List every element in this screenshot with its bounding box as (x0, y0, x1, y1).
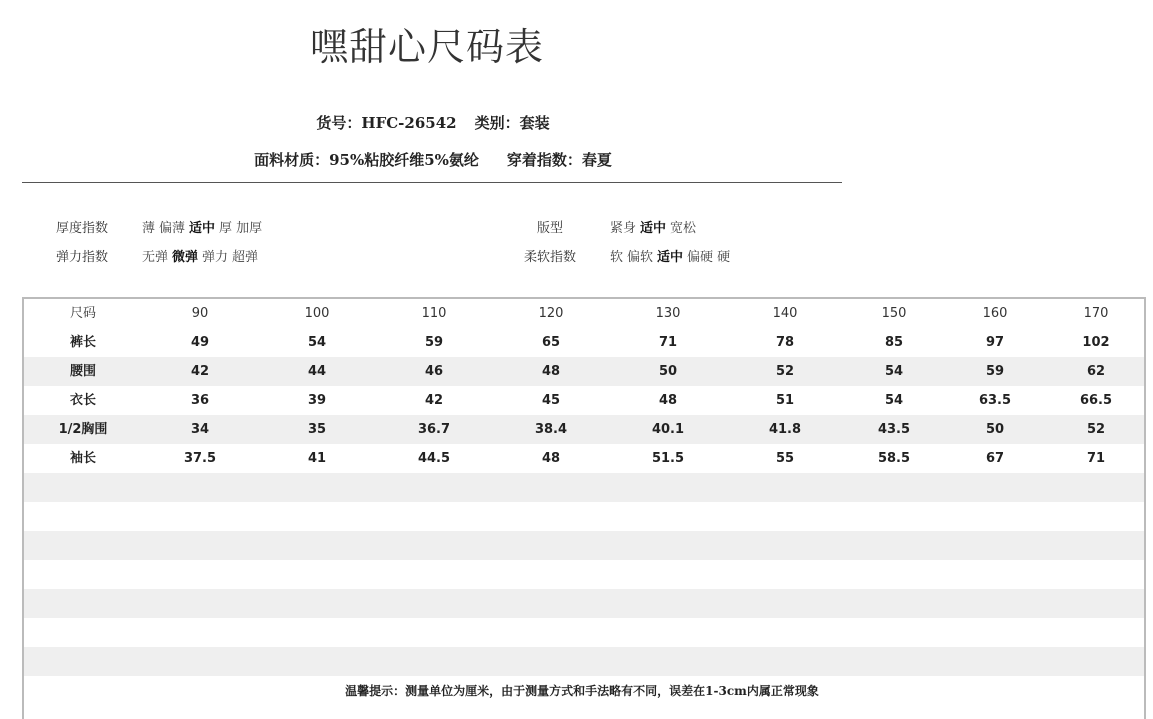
fit-option: 紧身 (610, 221, 637, 236)
empty-row (24, 531, 1144, 560)
table-cell: 71 (1086, 451, 1106, 466)
table-cell: 44 (307, 364, 327, 379)
season-label: 穿着指数： (506, 151, 582, 169)
table-cell: 102 (1082, 335, 1110, 350)
elasticity-label: 弹力指数 (55, 250, 108, 265)
header-cell: 140 (772, 306, 798, 321)
header-cell: 110 (421, 306, 447, 321)
divider (22, 182, 842, 183)
thickness-option: 薄 (142, 221, 156, 236)
table-cell: 66.5 (1079, 393, 1113, 408)
product-info-line-1 (0, 112, 866, 133)
thickness-options (142, 217, 266, 236)
table-cell: 48 (541, 451, 561, 466)
table-cell: 43.5 (877, 422, 911, 437)
empty-row (24, 473, 1144, 502)
elasticity-option: 无弹 (142, 250, 169, 265)
header-cell: 尺码 (69, 306, 97, 321)
table-cell: 37.5 (183, 451, 217, 466)
header-cell: 100 (304, 306, 330, 321)
empty-row (24, 502, 1144, 531)
elasticity-options (142, 246, 262, 265)
table-row (24, 357, 1144, 386)
product-info-line-2 (0, 149, 866, 170)
table-cell: 42 (190, 364, 210, 379)
row-label: 衣长 (69, 393, 97, 408)
table-cell: 48 (658, 393, 678, 408)
material-value: 95%粘胶纤维5%氨纶 (329, 151, 479, 169)
fit-options (610, 217, 700, 236)
row-label: 裤长 (69, 335, 97, 350)
table-cell: 59 (985, 364, 1005, 379)
table-cell: 54 (884, 393, 904, 408)
softness-option: 偏硬 (687, 250, 714, 265)
thickness-label: 厚度指数 (55, 221, 108, 236)
footer-note: 温馨提示：测量单位为厘米，由于测量方式和手法略有不同，误差在1-3cm内属正常现象 (345, 684, 819, 698)
thickness-option: 厚 (219, 221, 233, 236)
category-label: 类别： (474, 114, 520, 132)
softness-options (610, 246, 734, 265)
table-row (24, 444, 1144, 473)
softness-option-selected: 适中 (657, 250, 684, 265)
category-value: 套装 (519, 114, 550, 132)
header-cell: 120 (538, 306, 564, 321)
table-cell: 51 (775, 393, 795, 408)
softness-option: 硬 (717, 250, 731, 265)
softness-option: 偏软 (627, 250, 654, 265)
softness-label: 柔软指数 (523, 250, 576, 265)
table-cell: 65 (541, 335, 561, 350)
table-cell: 41.8 (768, 422, 802, 437)
table-cell: 97 (985, 335, 1005, 350)
fit-option-selected: 适中 (640, 221, 667, 236)
row-label: 1/2胸围 (58, 422, 108, 437)
header-cell: 90 (191, 306, 209, 321)
material-label: 面料材质： (254, 151, 330, 169)
elasticity-option: 弹力 (202, 250, 229, 265)
table-row (24, 386, 1144, 415)
table-cell: 49 (190, 335, 210, 350)
table-cell: 52 (1086, 422, 1106, 437)
table-cell: 36 (190, 393, 210, 408)
thickness-option: 偏薄 (159, 221, 186, 236)
table-cell: 63.5 (978, 393, 1012, 408)
header-cell: 160 (982, 306, 1008, 321)
table-cell: 36.7 (417, 422, 451, 437)
table-cell: 44.5 (417, 451, 451, 466)
empty-row (24, 618, 1144, 647)
thickness-option-selected: 适中 (189, 221, 216, 236)
row-label: 腰围 (69, 364, 97, 379)
elasticity-option-selected: 微弹 (172, 250, 199, 265)
table-cell: 41 (307, 451, 327, 466)
table-header-row (24, 299, 1144, 328)
header-cell: 170 (1083, 306, 1109, 321)
table-cell: 71 (658, 335, 678, 350)
table-cell: 54 (884, 364, 904, 379)
empty-row (24, 560, 1144, 589)
table-cell: 42 (424, 393, 444, 408)
table-cell: 54 (307, 335, 327, 350)
softness-option: 软 (610, 250, 624, 265)
table-cell: 45 (541, 393, 561, 408)
header-cell: 130 (655, 306, 681, 321)
empty-row (24, 589, 1144, 618)
thickness-option: 加厚 (236, 221, 263, 236)
sku-label: 货号： (316, 114, 362, 132)
page-title: 嘿甜心尺码表 (310, 25, 545, 69)
table-cell: 51.5 (651, 451, 685, 466)
table-cell: 50 (658, 364, 678, 379)
season-value: 春夏 (581, 151, 612, 169)
table-cell: 55 (775, 451, 795, 466)
empty-row (24, 647, 1144, 676)
elasticity-option: 超弹 (232, 250, 259, 265)
table-cell: 38.4 (534, 422, 568, 437)
table-cell: 62 (1086, 364, 1106, 379)
fit-label: 版型 (536, 221, 563, 236)
table-cell: 52 (775, 364, 795, 379)
table-cell: 35 (307, 422, 327, 437)
table-cell: 85 (884, 335, 904, 350)
row-label: 袖长 (69, 451, 97, 466)
table-cell: 67 (985, 451, 1005, 466)
table-cell: 34 (190, 422, 210, 437)
table-row (24, 328, 1144, 357)
table-cell: 46 (424, 364, 444, 379)
table-row (24, 415, 1144, 444)
table-cell: 39 (307, 393, 327, 408)
sku-value: HFC-26542 (361, 114, 457, 132)
table-cell: 50 (985, 422, 1005, 437)
table-cell: 59 (424, 335, 444, 350)
fit-option: 宽松 (670, 221, 697, 236)
table-cell: 58.5 (877, 451, 911, 466)
table-cell: 48 (541, 364, 561, 379)
table-cell: 40.1 (651, 422, 685, 437)
size-table (22, 297, 1146, 719)
header-cell: 150 (881, 306, 907, 321)
table-cell: 78 (775, 335, 795, 350)
